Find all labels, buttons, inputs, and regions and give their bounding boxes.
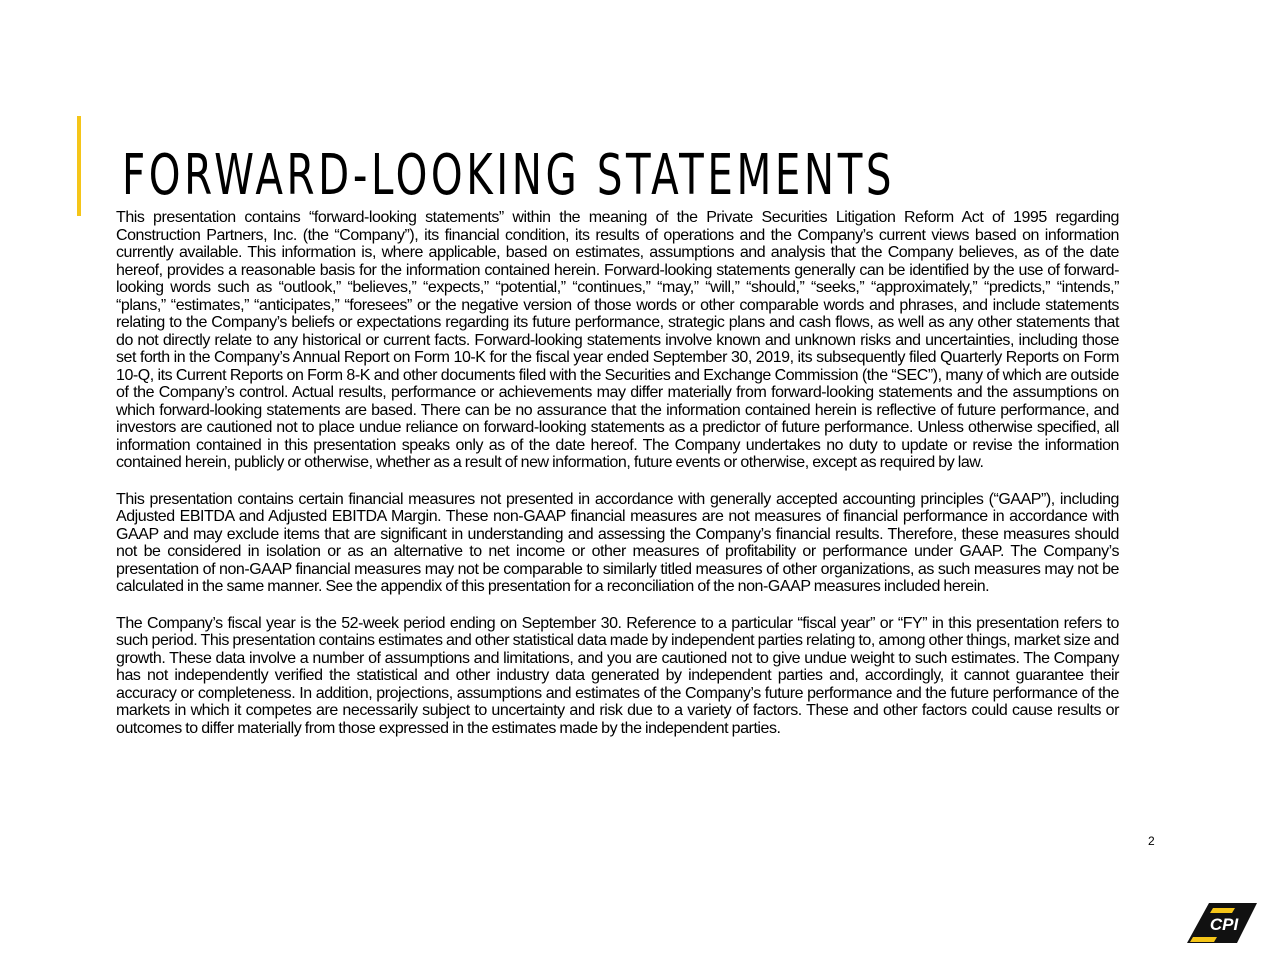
non-gaap-paragraph: This presentation contains certain financial measures not presented in accordance with generally accepted accounting principles (“GAAP”), including Adjusted EBITDA and Adjusted EBITDA Margin. These non-GAAP financial measures are not measures of financial performance in accordance with GAAP and may exclude items that are significant in understanding and assessing the Company’s financial results. Therefore, these measures should not be considered in isolation or as an alternative to net income or other measures of profitability or performance under GAAP. The Company’s presentation of non-GAAP financial measures may not be comparable to similarly titled measures of other organizations, as such measures may not be calculated in the same manner. See the appendix of this presentation for a reconciliation of the non-GAAP measures included herein. [116, 490, 1119, 595]
title-accent-bar [77, 116, 81, 216]
page-number: 2 [1148, 834, 1155, 848]
logo-text: CPI [1209, 915, 1239, 934]
fiscal-year-paragraph: The Company’s fiscal year is the 52-week period ending on September 30. Reference to a particular “fiscal year” or “FY” in this presentation refers to such period. This presentation contains estimates and other statistical data made by independent parties relating to, among other things, market size and growth. These data involve a number of assumptions and limitations, and you are cautioned not to give undue weight to such estimates. The Company has not independently verified the statistical and other industry data generated by independent parties and, accordingly, it cannot guarantee their accuracy or completeness. In addition, projections, assumptions and estimates of the Company’s future performance and the future performance of the markets in which it competes are necessarily subject to uncertainty and risk due to a variety of factors. These and other factors could cause results or outcomes to differ materially from those expressed in the estimates made by the independent parties. [116, 614, 1119, 737]
disclaimer-body [116, 209, 1119, 756]
page-title: FORWARD-LOOKING STATEMENTS [122, 143, 896, 208]
cpi-road-logo-icon [1187, 900, 1259, 946]
forward-looking-paragraph: This presentation contains “forward-looking statements” within the meaning of the Private Securities Litigation Reform Act of 1995 regarding Construction Partners, Inc. (the “Company”), its financial condition, its results of operations and the Company’s current views based on information currently available. This information is, where applicable, based on estimates, assumptions and analysis that the Company believes, as of the date hereof, provides a reasonable basis for the information contained herein. Forward-looking statements generally can be identified by the use of forward-looking words such as “outlook,” “believes,” “expects,” “potential,” “continues,” “may,” “will,” “should,” “seeks,” “approximately,” “predicts,” “intends,” “plans,” “estimates,” “anticipates,” “foresees” or the negative version of those words or other comparable words and phrases, and include statements relating to the Company’s beliefs or expectations regarding its future performance, strategic plans and cash flows, as well as any other statements that do not directly relate to any historical or current facts. Forward-looking statements involve known and unknown risks and uncertainties, including those set forth in the Company’s Annual Report on Form 10-K for the fiscal year ended September 30, 2019, its subsequently filed Quarterly Reports on Form 10-Q, its Current Reports on Form 8-K and other documents filed with the Securities and Exchange Commission (the “SEC”), many of which are outside of the Company’s control. Actual results, performance or achievements may differ materially from forward-looking statements and the assumptions on which forward-looking statements are based. There can be no assurance that the information contained herein is reflective of future performance, and investors are cautioned not to place undue reliance on forward-looking statements as a predictor of future performance. Unless otherwise specified, all information contained in this presentation speaks only as of the date hereof. The Company undertakes no duty to update or revise the information contained herein, publicly or otherwise, whether as a result of new information, future events or otherwise, except as required by law. [116, 209, 1119, 471]
